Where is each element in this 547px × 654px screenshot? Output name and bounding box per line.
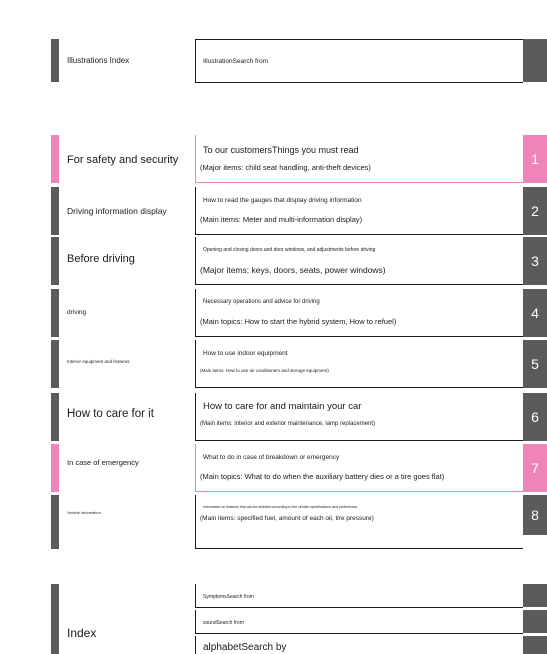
chapter-title: Before driving <box>67 253 135 265</box>
chapter-main-items: (Main items: How to use air conditioners and storage equipment) <box>200 368 329 373</box>
chapter-bar <box>51 444 59 492</box>
chapter-description-box <box>195 444 523 492</box>
chapter-summary: Necessary operations and advice for driving <box>203 299 320 305</box>
chapter-number: 6 <box>531 409 539 425</box>
chapter-main-items: (Main items: Meter and multi-information display) <box>200 215 363 224</box>
chapter-number: 8 <box>531 507 539 523</box>
chapter-description-box <box>195 393 523 441</box>
index-item-sound[interactable]: soundSearch from <box>195 610 523 634</box>
chapter-summary: How to use indoor equipment <box>203 350 288 357</box>
chapter-row-8[interactable] <box>0 495 547 549</box>
chapter-description-box <box>195 340 523 388</box>
chapter-main-items: (Main items: interior and exterior maintenance, lamp replacement) <box>200 421 376 427</box>
chapter-row-7[interactable] <box>0 444 547 492</box>
chapter-summary: How to care for and maintain your car <box>203 401 362 412</box>
chapter-title: Driving information display <box>67 206 167 216</box>
chapter-tab-7[interactable] <box>523 444 547 492</box>
illustrations-index-desc: IllustrationSearch from <box>203 58 269 65</box>
chapter-tab-5[interactable] <box>523 340 547 388</box>
chapter-description-box <box>195 237 523 285</box>
chapter-tab-8[interactable] <box>523 495 547 535</box>
chapter-description-box <box>195 289 523 337</box>
index-title: Index <box>67 626 97 640</box>
chapter-number: 3 <box>531 253 539 269</box>
chapter-main-items: (Major items: child seat handling, anti-theft devices) <box>200 163 371 172</box>
chapter-row-3[interactable] <box>0 237 547 285</box>
index-tab-alphabet[interactable] <box>523 636 547 654</box>
index-section <box>0 584 547 654</box>
chapter-row-5[interactable] <box>0 340 547 388</box>
chapter-row-6[interactable] <box>0 393 547 441</box>
chapter-tab-1[interactable] <box>523 135 547 183</box>
chapter-bar <box>51 187 59 235</box>
chapter-row-4[interactable] <box>0 289 547 337</box>
chapter-title: For safety and security <box>67 154 179 166</box>
chapter-title: driving <box>67 309 87 316</box>
chapter-bar <box>51 495 59 549</box>
chapter-tab-2[interactable] <box>523 187 547 235</box>
chapter-description-box <box>195 187 523 235</box>
chapter-title: Interior equipment and features <box>67 359 130 364</box>
chapter-row-2[interactable] <box>0 187 547 235</box>
chapter-summary: To our customersThings you must read <box>203 145 359 155</box>
chapter-description-box <box>195 495 523 549</box>
chapter-bar <box>51 289 59 337</box>
chapter-bar <box>51 237 59 285</box>
illustrations-index-title: Illustrations Index <box>67 56 130 65</box>
chapter-title: How to care for it <box>67 408 154 420</box>
chapter-bar <box>51 393 59 441</box>
chapter-title: In case of emergency <box>67 458 139 467</box>
section-bar <box>51 39 59 82</box>
chapter-summary: What to do in case of breakdown or emergency <box>203 454 340 461</box>
chapter-number: 4 <box>531 305 539 321</box>
chapter-main-items: (Main topics: What to do when the auxiliary battery dies or a tire goes flat) <box>200 472 445 481</box>
chapter-bar <box>51 340 59 388</box>
chapter-title: Vehicle information <box>67 510 101 515</box>
chapter-summary: Opening and closing doors and door windows, and adjustments before driving <box>203 247 376 253</box>
chapter-tab-4[interactable] <box>523 289 547 337</box>
chapter-number: 5 <box>531 356 539 372</box>
chapter-number: 7 <box>531 460 539 476</box>
chapter-summary: How to read the gauges that display driving information <box>203 197 362 204</box>
chapter-bar <box>51 135 59 183</box>
chapter-description-box <box>195 135 523 183</box>
illustrations-index-tab[interactable] <box>523 39 547 82</box>
chapter-main-items: (Main topics: How to start the hybrid system, How to refuel) <box>200 317 397 326</box>
chapter-row-1[interactable] <box>0 135 547 183</box>
chapter-number: 1 <box>531 151 539 167</box>
index-tab-sound[interactable] <box>523 610 547 633</box>
illustrations-index-box <box>195 39 523 83</box>
index-item-symptoms[interactable]: SymptomsSearch from <box>195 584 523 608</box>
illustrations-index-row[interactable] <box>0 39 547 83</box>
chapter-number: 2 <box>531 203 539 219</box>
index-item-alphabet[interactable]: alphabetSearch by <box>195 636 523 654</box>
chapter-tab-3[interactable] <box>523 237 547 285</box>
chapter-tab-6[interactable] <box>523 393 547 441</box>
index-tab-symptoms[interactable] <box>523 584 547 607</box>
chapter-summary: Information on features that can be selected according to the vehicle specifications and preferences <box>203 505 358 509</box>
chapter-main-items: (Major items: keys, doors, seats, power windows) <box>200 265 386 275</box>
chapter-main-items: (Main items: specified fuel, amount of each oil, tire pressure) <box>200 515 374 522</box>
section-bar <box>51 584 59 654</box>
